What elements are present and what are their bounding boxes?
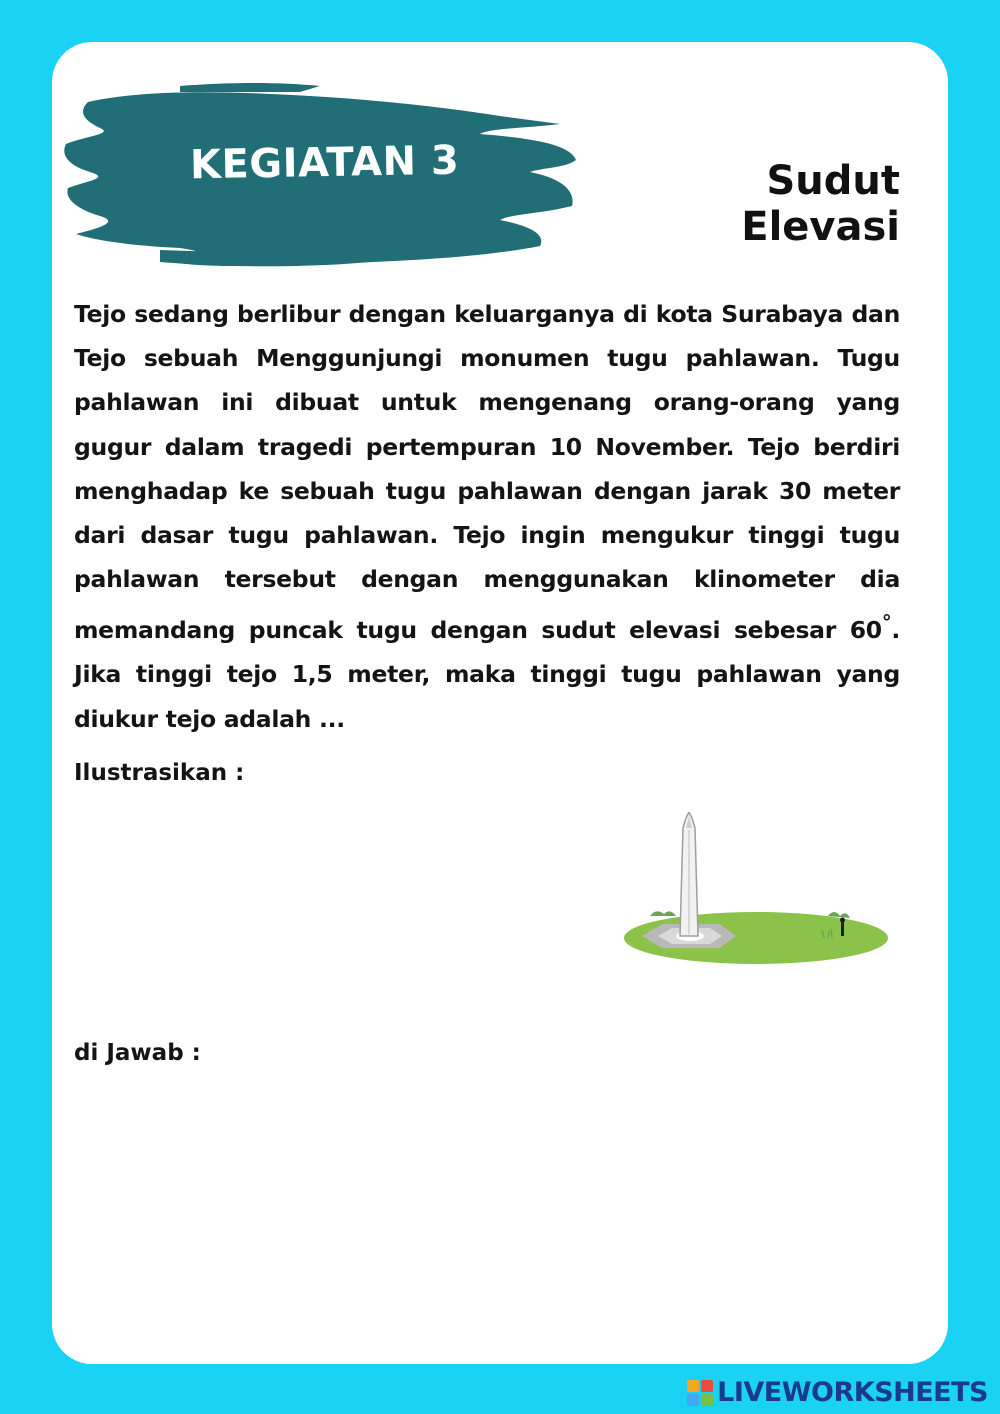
answer-label: di Jawab :: [74, 1040, 201, 1066]
degree-symbol: °: [881, 611, 892, 635]
story-paragraph: [74, 292, 900, 741]
activity-label: KEGIATAN 3: [189, 137, 460, 189]
topic-title: Sudut Elevasi: [741, 158, 900, 250]
story-text-part-2: . Jika tinggi tejo 1,5 meter, maka tinggi tugu pahlawan yang diukur tejo adalah ...: [74, 616, 900, 733]
tugu-pahlawan-monument-illustration: [620, 812, 892, 968]
brand-name: LIVEWORKSHEETS: [717, 1377, 988, 1408]
footer-brand[interactable]: [687, 1377, 988, 1408]
story-text-part-1: Tejo sedang berlibur dengan keluarganya di kota Surabaya dan Tejo sebuah Menggunjungi monumen tugu pahlawan. Tugu pahlawan ini dibuat untuk mengenang orang-orang yang gugur dalam tragedi pertempuran 10 November. Tejo berdiri menghadap ke sebuah tugu pahlawan dengan jarak 30 meter dari dasar tugu pahlawan. Tejo ingin mengukur tinggi tugu pahlawan tersebut dengan menggunakan klinometer dia memandang puncak tugu dengan sudut elevasi sebesar 60: [74, 300, 900, 645]
illustration-label: Ilustrasikan :: [74, 760, 245, 786]
liveworksheets-logo-icon: [687, 1380, 713, 1406]
